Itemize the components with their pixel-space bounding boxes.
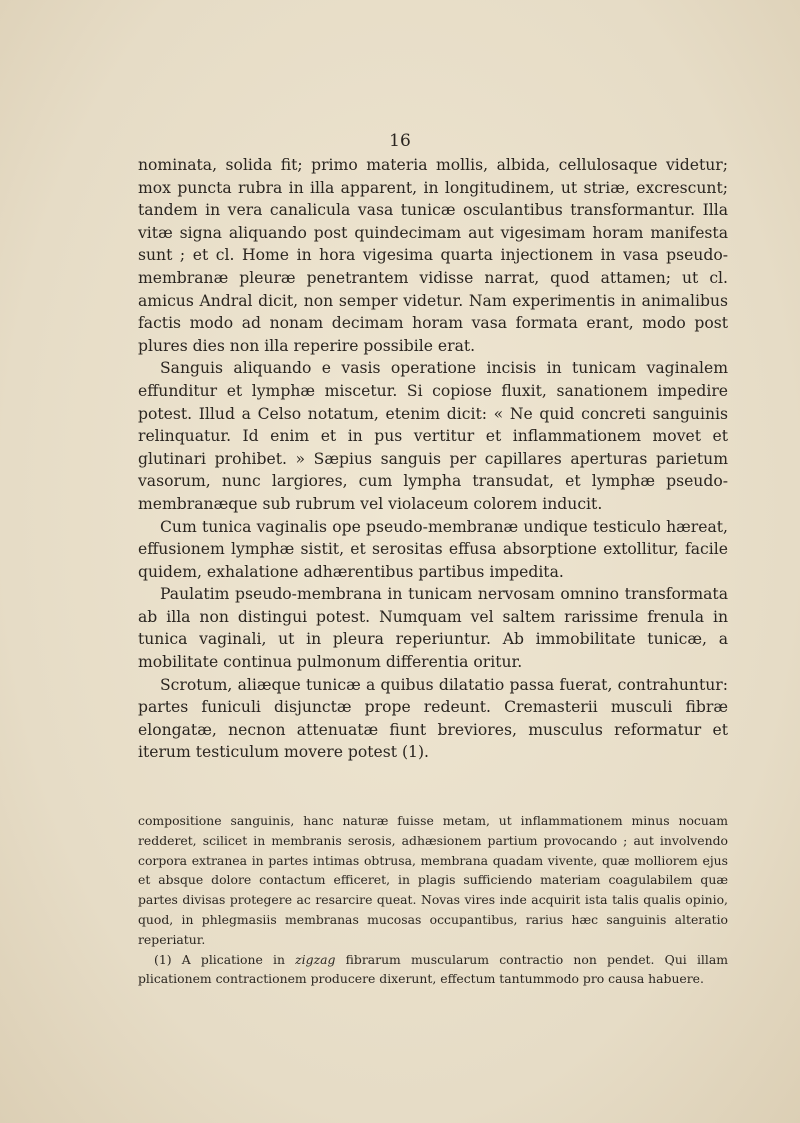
- footnote-1-prefix: (1) A plicatione in: [154, 951, 296, 967]
- footnote-separator: [138, 792, 728, 793]
- footnote-continuation: compositione sanguinis, hanc naturæ fuisse metam, ut inflammationem minus nocuam redderet, scilicet in membranis serosis, adhæsionem partium provocando ; aut involvendo corpora extranea in partes intimas obtrusa, membrana quadam vivente, quæ molliorem ejus et absque dolore contactum efficeret, in plagis sufficiendo materiam coagulabilem quæ partes divisas protegere ac resarcire queat. Novas vires inde acquirit ista talis qualis opinio, quod, in phlegmasiis membranas mucosas occupantibus, rarius hæc sanguinis alteratio reperiatur.: [138, 813, 728, 947]
- main-text: [138, 154, 728, 764]
- paragraph-3: Cum tunica vaginalis ope pseudo-membranæ undique testiculo hæreat, effusionem lymphæ sistit, et serositas effusa absorptione extollitur, facile quidem, exhalatione adhærentibus partibus impedita.: [138, 517, 728, 581]
- paragraph-1: nominata, solida fit; primo materia mollis, albida, cellulosaque videtur; mox puncta rubra in illa apparent, in longitudinem, ut striæ, excrescunt; tandem in vera canalicula vasa tunicæ osculantibus transformantur. Illa vitæ signa aliquando post quindecimam aut vigesimam horam manifesta sunt ; et cl. Home in hora vigesima quarta injectionem in vasa pseudo-membranæ pleuræ penetrantem vidisse narrat, quod attamen; ut cl. amicus Andral dicit, non semper videtur. Nam experimentis in animalibus factis modo ad nonam decimam horam vasa formata erant, modo post plures dies non illa reperire possibile erat.: [138, 156, 728, 355]
- footnotes: [138, 811, 728, 989]
- footnote-1-suffix: fibrarum muscularum contractio non pendet. Qui illam plicationem contractionem producere dixerunt, effectum tantummodo pro causa habuere.: [138, 951, 728, 987]
- paragraph-5: Scrotum, aliæque tunicæ a quibus dilatatio passa fuerat, contrahuntur: partes funiculi disjunctæ prope redeunt. Cremasterii musculi fibræ elongatæ, necnon attenuatæ fiunt breviores, musculus reformatur et iterum testiculum movere potest (1).: [138, 675, 728, 762]
- paragraph-4: Paulatim pseudo-membrana in tunicam nervosam omnino transformata ab illa non distingui potest. Numquam vel saltem rarissime frenula in tunica vaginali, ut in pleura reperiuntur. Ab immobilitate tunicæ, a mobilitate continua pulmonum differentia oritur.: [138, 585, 728, 672]
- paragraph-2: Sanguis aliquando e vasis operatione incisis in tunicam vaginalem effunditur et lymphæ miscetur. Si copiose fluxit, sanationem impedire potest. Illud a Celso notatum, etenim dicit: « Ne quid concreti sanguinis relinquatur. Id enim et in pus vertitur et inflammationem movet et glutinari prohibet. » Sæpius sanguis per capillares aperturas parietum vasorum, nunc largiores, cum lympha transudat, et lymphæ pseudo-membranæque sub rubrum vel violaceum colorem inducit.: [138, 359, 728, 513]
- page-number: 16: [389, 131, 411, 151]
- footnote-1-emphasis: zigzag: [295, 951, 336, 967]
- footnote-1: [138, 950, 728, 990]
